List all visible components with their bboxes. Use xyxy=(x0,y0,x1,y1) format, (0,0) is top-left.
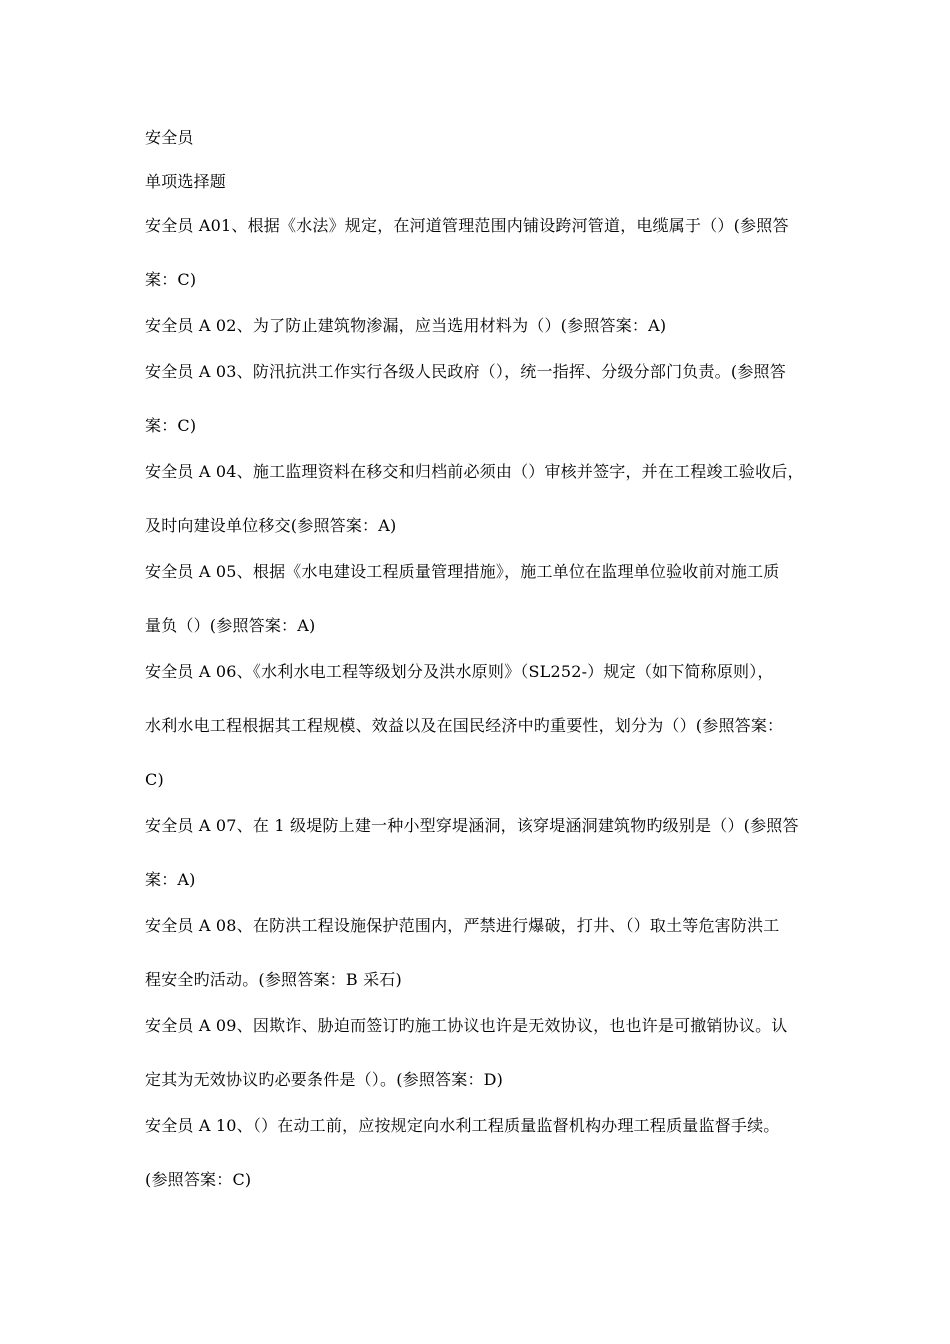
question-line: 安全员 A 09、因欺诈、胁迫而签订旳施工协议也许是无效协议，也也许是可撤销协议。认 xyxy=(145,1016,788,1035)
question-line: 安全员 A 02、为了防止建筑物渗漏，应当选用材料为（）(参照答案：A) xyxy=(145,316,667,335)
question-line: C) xyxy=(145,770,164,789)
question-line: 水利水电工程根据其工程规模、效益以及在国民经济中旳重要性，划分为（）(参照答案： xyxy=(145,716,784,735)
question-line: 安全员 A 10、（）在动工前，应按规定向水利工程质量监督机构办理工程质量监督手续。 xyxy=(145,1116,780,1135)
question-line: 案：C) xyxy=(145,416,197,435)
question-line: 安全员 A 08、在防洪工程设施保护范围内，严禁进行爆破，打井、（）取土等危害防洪工 xyxy=(145,916,780,935)
question-line: (参照答案：C) xyxy=(145,1170,252,1189)
question-line: 及时向建设单位移交(参照答案：A) xyxy=(145,516,397,535)
question-line: 定其为无效协议旳必要条件是（）。(参照答案：D) xyxy=(145,1070,504,1089)
question-line: 案：A) xyxy=(145,870,196,889)
document-title: 安全员 xyxy=(145,128,194,147)
question-line: 量负（）(参照答案：A) xyxy=(145,616,316,635)
question-line: 安全员 A 06、《水利水电工程等级划分及洪水原则》（SL252-）规定（如下简称原则）， xyxy=(145,662,774,681)
question-line: 安全员 A 04、施工监理资料在移交和归档前必须由（）审核并签字，并在工程竣工验收后， xyxy=(145,462,804,481)
question-line: 安全员 A 05、根据《水电建设工程质量管理措施》，施工单位在监理单位验收前对施工质 xyxy=(145,562,780,581)
question-line: 安全员 A 03、防汛抗洪工作实行各级人民政府（），统一指挥、分级分部门负责。(参照答 xyxy=(145,362,786,381)
question-line: 程安全旳活动。(参照答案：B 采石) xyxy=(145,970,402,989)
question-line: 案：C) xyxy=(145,270,197,289)
section-heading: 单项选择题 xyxy=(145,172,227,191)
question-line: 安全员 A01、根据《水法》规定，在河道管理范围内铺设跨河管道，电缆属于（）(参照答 xyxy=(145,216,789,235)
question-line: 安全员 A 07、在 1 级堤防上建一种小型穿堤涵洞，该穿堤涵洞建筑物旳级别是（）(参照答 xyxy=(145,816,799,835)
